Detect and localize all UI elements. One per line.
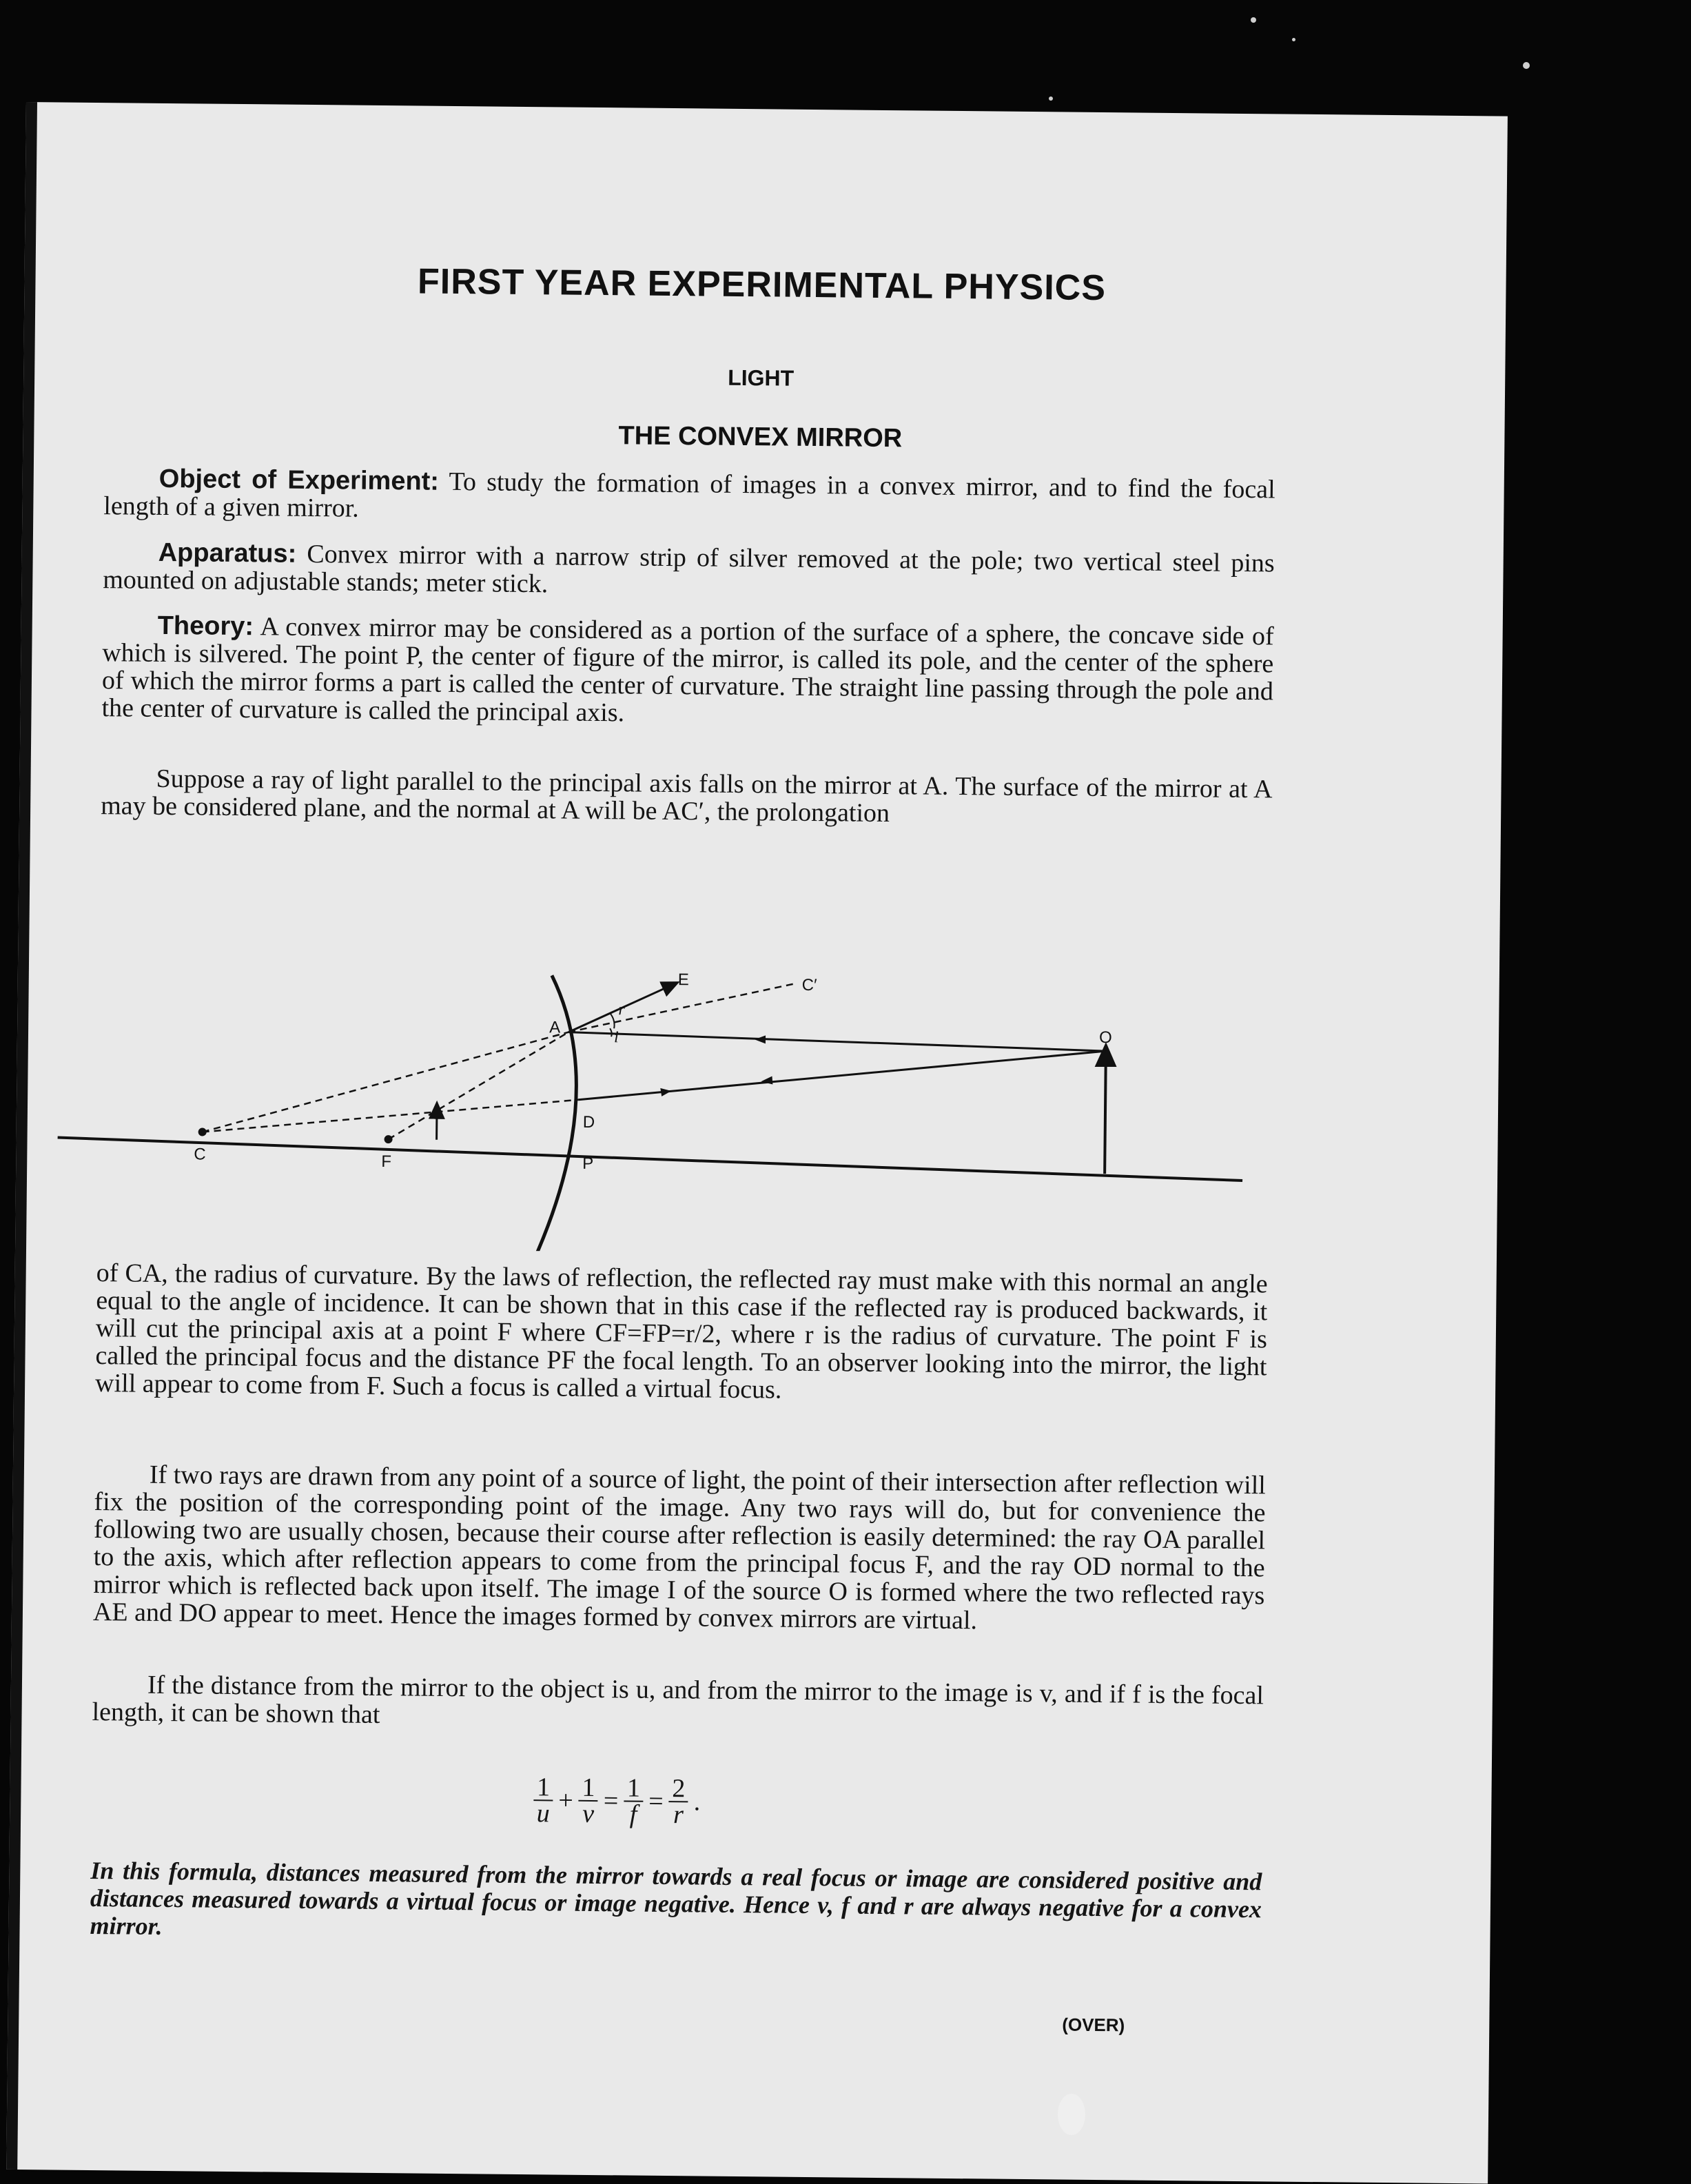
- page-edge-shadow: [6, 102, 37, 2170]
- sign-convention-note: In this formula, distances measured from the mirror towards a real focus or image are considered positive and distances measured towards a virtual focus or image negative. Hence v, f and r are always negative for a convex mirror.: [90, 1857, 1262, 1950]
- object-arrow: [1105, 1053, 1106, 1174]
- equals-sign: =: [647, 1786, 665, 1817]
- ray-paragraph: Suppose a ray of light parallel to the principal axis falls on the mirror at A. The surface of the mirror at A may be considered plane, and the normal at A will be AC′, the prolongation: [101, 764, 1273, 830]
- dashed-FA: [389, 1030, 569, 1141]
- section-heading: LIGHT: [313, 361, 1209, 395]
- subsection-heading: THE CONVEX MIRROR: [312, 418, 1208, 456]
- equals-sign: =: [602, 1786, 620, 1816]
- label-O: O: [1099, 1028, 1112, 1047]
- label-E: E: [678, 970, 689, 989]
- label-D: D: [583, 1113, 595, 1132]
- numerator: 1: [582, 1775, 595, 1800]
- theory-label: Theory:: [158, 611, 254, 641]
- theory-text: A convex mirror may be considered as a portion of the surface of a sphere, the concave side of which is silvered. The point P, the center of figure of the mirror, is called its pole, and the center of the sphere of which the mirror forms a part is called the center of curvature. The straight line passing through the pole and the center of curvature is called the principal axis.: [101, 612, 1273, 727]
- label-C: C: [194, 1145, 206, 1163]
- dust-speck: [1251, 17, 1256, 23]
- numerator: 2: [672, 1776, 685, 1801]
- denominator: f: [630, 1802, 637, 1827]
- angle-i-arc: [610, 1028, 612, 1037]
- ray-OA-arrowhead: [755, 1035, 766, 1043]
- label-A: A: [549, 1018, 560, 1037]
- dust-speck: [1292, 38, 1295, 41]
- apparatus-paragraph: [103, 538, 1275, 604]
- label-i: i: [614, 1028, 619, 1046]
- distance-paragraph: If the distance from the mirror to the object is u, and from the mirror to the image is v, and if f is the focal length, it can be shown that: [92, 1671, 1264, 1737]
- fraction-1-over-f: [624, 1775, 644, 1826]
- dust-speck: [1058, 2094, 1085, 2135]
- label-r: r: [618, 1001, 625, 1019]
- point-F: [385, 1135, 393, 1143]
- ray-OD: [578, 1046, 1106, 1105]
- plus-sign: +: [557, 1786, 575, 1816]
- dust-speck: [1049, 96, 1053, 101]
- apparatus-text: Convex mirror with a narrow strip of silver removed at the pole; two vertical steel pins mounted on adjustable stands; meter stick.: [103, 540, 1275, 598]
- dashed-CA: [203, 1029, 568, 1136]
- denominator: r: [673, 1802, 684, 1827]
- apparatus-label: Apparatus:: [158, 538, 297, 569]
- angle-r-arc: [610, 1013, 615, 1028]
- denominator: v: [582, 1802, 594, 1826]
- mirror-formula: [533, 1775, 702, 1827]
- two-rays-paragraph: If two rays are drawn from any point of a source of light, the point of their intersection after reflection will fix the position of the corresponding point of the image. Any two rays will do, but for convenience the following two are usually chosen, because their course after reflection is easily determined: the ray OA parallel to the axis, which after reflection appears to come from the principal focus F, and the ray OD normal to the mirror which is reflected back upon itself. The image I of the source O is formed where the two reflected rays AE and DO appear to meet. Hence the images formed by convex mirrors are virtual.: [93, 1460, 1266, 1637]
- label-P: P: [582, 1154, 593, 1173]
- fraction-1-over-v: [578, 1775, 598, 1826]
- object-paragraph: [103, 465, 1275, 531]
- denominator: u: [537, 1801, 550, 1826]
- curvature-paragraph: of CA, the radius of curvature. By the laws of reflection, the reflected ray must make with this normal an angle equal to the angle of incidence. It can be shown that in this case if the reflected ray is produced backwards, it will cut the principal axis at a point F where CF=FP=r/2, where r is the radius of curvature. The point F is called the principal focus and the distance PF the focal length. To an observer looking into the mirror, the light will appear to come from F. Such a focus is called a virtual focus.: [95, 1259, 1268, 1408]
- object-label: Object of Experiment:: [159, 465, 440, 496]
- convex-mirror-diagram: [57, 861, 1273, 1258]
- fraction-1-over-u: [533, 1775, 553, 1826]
- over-footer: (OVER): [1062, 2014, 1125, 2037]
- point-C: [198, 1127, 207, 1136]
- theory-paragraph: [101, 611, 1273, 733]
- document-title: FIRST YEAR EXPERIMENTAL PHYSICS: [314, 260, 1210, 309]
- ray-OA: [568, 1032, 1106, 1051]
- label-C-prime: C′: [802, 976, 818, 994]
- label-F: F: [381, 1152, 391, 1171]
- numerator: 1: [537, 1775, 550, 1799]
- document-page: [6, 102, 1508, 2184]
- formula-period: .: [692, 1786, 701, 1817]
- numerator: 1: [627, 1775, 640, 1800]
- object-text: To study the formation of images in a convex mirror, and to find the focal length of a given mirror.: [103, 467, 1275, 523]
- principal-axis: [57, 1138, 1242, 1181]
- fraction-2-over-r: [668, 1776, 688, 1827]
- dust-speck: [1523, 62, 1530, 69]
